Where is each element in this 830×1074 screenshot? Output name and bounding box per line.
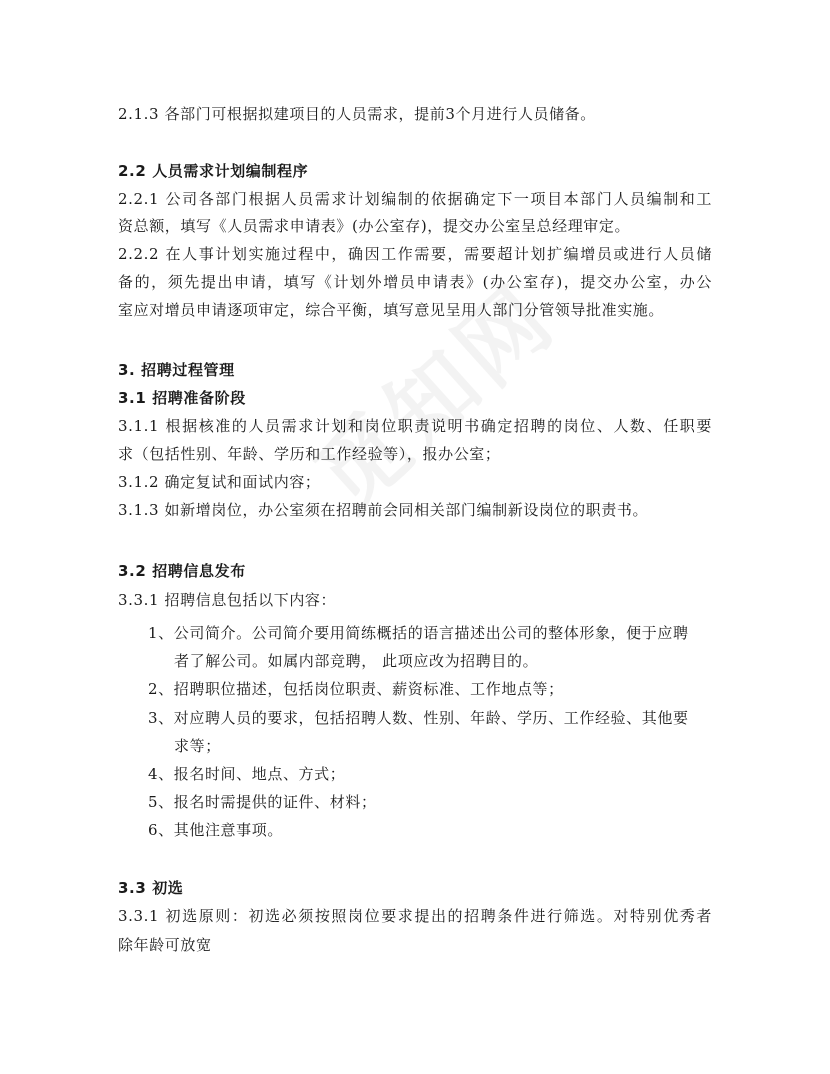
list-item: 1、公司简介。公司简介要用简练概括的语言描述出公司的整体形象，便于应聘 xyxy=(148,624,689,642)
paragraph-line: 求（包括性别、年龄、学历和工作经验等），报办公室； xyxy=(118,445,501,463)
paragraph-line: 2.2.1 公司各部门根据人员需求计划编制的依据确定下一项目本部门人员编制和工 xyxy=(118,190,712,208)
paragraph-line: 3.3.1 初选原则：初选必须按照岗位要求提出的招聘条件进行筛选。对特别优秀者 xyxy=(118,907,712,925)
list-item: 3、对应聘人员的要求，包括招聘人数、性别、年龄、学历、工作经验、其他要 xyxy=(148,709,689,727)
list-item: 6、其他注意事项。 xyxy=(148,821,283,839)
paragraph-line: 备的，须先提出申请，填写《计划外增员申请表》(办公室存)，提交办公室，办公 xyxy=(118,273,712,291)
paragraph-line: 2.1.3 各部门可根据拟建项目的人员需求，提前3个月进行人员储备。 xyxy=(118,105,596,123)
paragraph-line: 3.1.2 确定复试和面试内容； xyxy=(118,473,321,491)
section-heading: 3.2 招聘信息发布 xyxy=(118,562,246,580)
list-item-continuation: 者了解公司。如属内部竞聘， 此项应改为招聘目的。 xyxy=(174,652,539,670)
paragraph-line: 3.1.3 如新增岗位，办公室须在招聘前会同相关部门编制新设岗位的职责书。 xyxy=(118,501,649,519)
section-heading: 3. 招聘过程管理 xyxy=(118,361,235,379)
paragraph-line: 3.3.1 招聘信息包括以下内容： xyxy=(118,591,337,609)
paragraph-line: 2.2.2 在人事计划实施过程中，确因工作需要，需要超计划扩编增员或进行人员储 xyxy=(118,245,712,263)
paragraph-line: 3.1.1 根据核准的人员需求计划和岗位职责说明书确定招聘的岗位、人数、任职要 xyxy=(118,417,712,435)
paragraph-line: 室应对增员申请逐项审定，综合平衡，填写意见呈用人部门分管领导批准实施。 xyxy=(118,301,665,319)
list-item-continuation: 求等； xyxy=(174,737,221,755)
list-item: 2、招聘职位描述，包括岗位职责、薪资标准、工作地点等； xyxy=(148,680,564,698)
paragraph-line: 资总额，填写《人员需求申请表》(办公室存)，提交办公室呈总经理审定。 xyxy=(118,217,631,235)
section-heading: 3.1 招聘准备阶段 xyxy=(118,389,246,407)
paragraph-line: 除年龄可放宽 xyxy=(118,936,212,954)
list-item: 4、报名时间、地点、方式； xyxy=(148,765,346,783)
list-item: 5、报名时需提供的证件、材料； xyxy=(148,793,377,811)
section-heading: 2.2 人员需求计划编制程序 xyxy=(118,162,309,180)
section-heading: 3.3 初选 xyxy=(118,879,184,897)
